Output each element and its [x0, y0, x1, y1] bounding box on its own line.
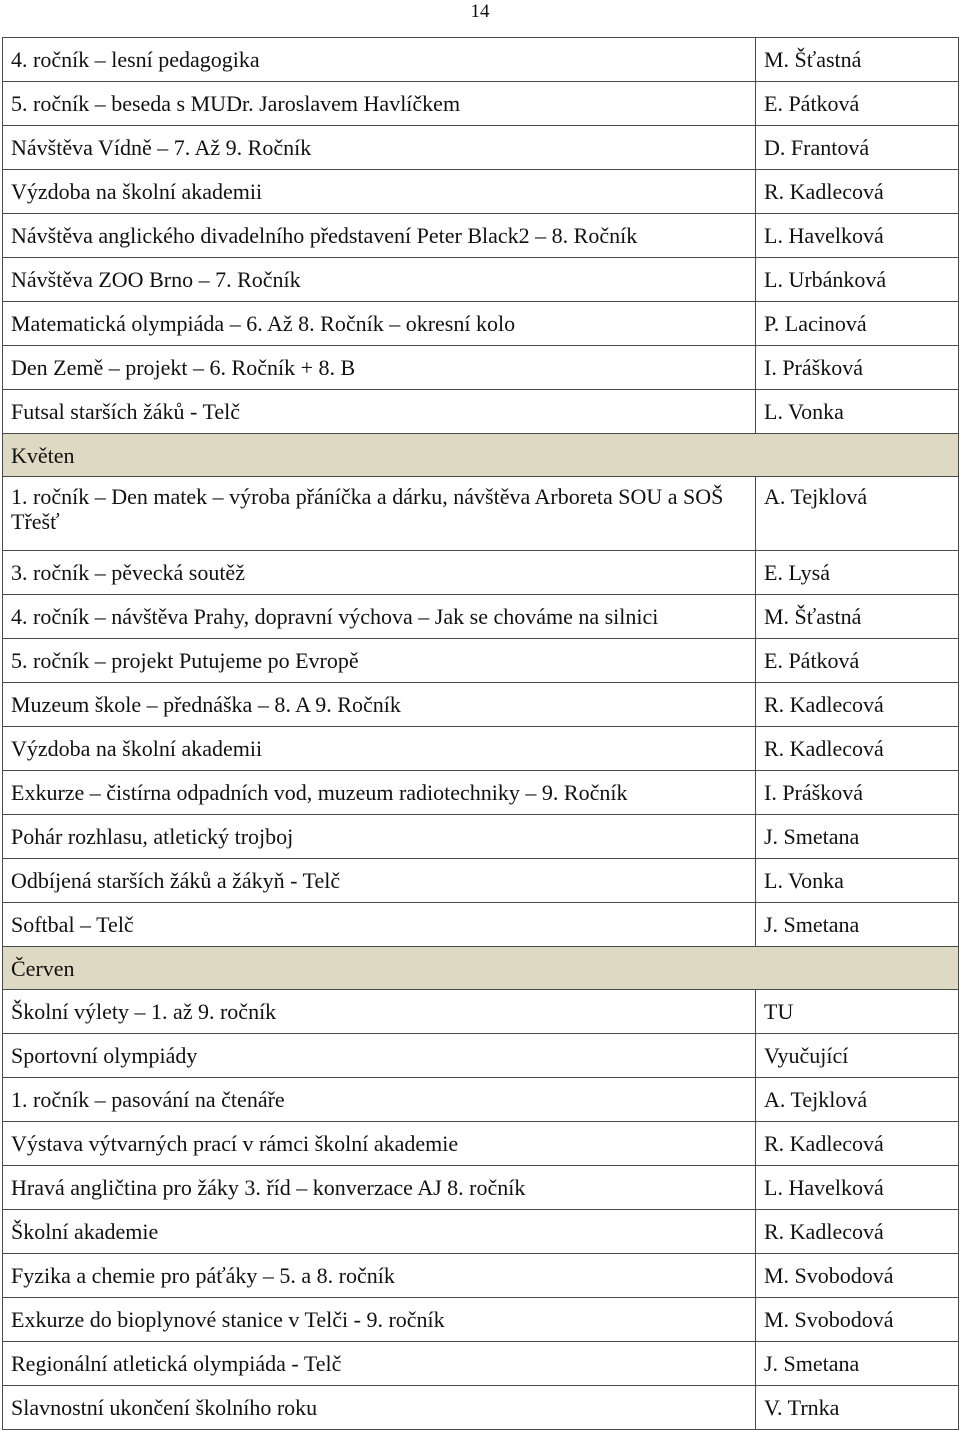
activity-cell: Výzdoba na školní akademii	[3, 727, 756, 771]
activity-cell: Odbíjená starších žáků a žákyň - Telč	[3, 859, 756, 903]
table-row	[3, 639, 959, 683]
responsible-person-cell: E. Lysá	[756, 551, 959, 595]
responsible-person-cell: M. Svobodová	[756, 1254, 959, 1298]
responsible-person-cell: R. Kadlecová	[756, 727, 959, 771]
table-row	[3, 815, 959, 859]
responsible-person-cell: M. Šťastná	[756, 38, 959, 82]
activity-cell: Slavnostní ukončení školního roku	[3, 1386, 756, 1430]
table-row	[3, 477, 959, 551]
activity-cell: Fyzika a chemie pro páťáky – 5. a 8. ročník	[3, 1254, 756, 1298]
table-row	[3, 1254, 959, 1298]
activity-cell: Návštěva ZOO Brno – 7. Ročník	[3, 258, 756, 302]
table-row	[3, 859, 959, 903]
table-row	[3, 302, 959, 346]
responsible-person-cell: V. Trnka	[756, 1386, 959, 1430]
responsible-person-cell: R. Kadlecová	[756, 683, 959, 727]
table-row	[3, 1122, 959, 1166]
table-row	[3, 1342, 959, 1386]
responsible-person-cell: M. Šťastná	[756, 595, 959, 639]
responsible-person-cell: R. Kadlecová	[756, 1210, 959, 1254]
table-row	[3, 1166, 959, 1210]
activity-cell: Softbal – Telč	[3, 903, 756, 947]
responsible-person-cell: J. Smetana	[756, 903, 959, 947]
activity-cell: 3. ročník – pěvecká soutěž	[3, 551, 756, 595]
activity-cell: Výstava výtvarných prací v rámci školní akademie	[3, 1122, 756, 1166]
table-row	[3, 551, 959, 595]
section-heading: Květen	[3, 434, 959, 477]
activity-cell: Den Země – projekt – 6. Ročník + 8. B	[3, 346, 756, 390]
table-row	[3, 1210, 959, 1254]
responsible-person-cell: L. Havelková	[756, 1166, 959, 1210]
activity-cell: Sportovní olympiády	[3, 1034, 756, 1078]
table-row	[3, 727, 959, 771]
activity-cell: Exkurze – čistírna odpadních vod, muzeum radiotechniky – 9. Ročník	[3, 771, 756, 815]
table-row	[3, 903, 959, 947]
table-row	[3, 1034, 959, 1078]
responsible-person-cell: TU	[756, 990, 959, 1034]
activity-cell: 5. ročník – projekt Putujeme po Evropě	[3, 639, 756, 683]
table-row	[3, 258, 959, 302]
table-row	[3, 1386, 959, 1430]
responsible-person-cell: A. Tejklová	[756, 477, 959, 551]
activity-cell: Muzeum škole – přednáška – 8. A 9. Ročník	[3, 683, 756, 727]
responsible-person-cell: R. Kadlecová	[756, 1122, 959, 1166]
activity-cell: Návštěva Vídně – 7. Až 9. Ročník	[3, 126, 756, 170]
activity-cell: Hravá angličtina pro žáky 3. říd – konverzace AJ 8. ročník	[3, 1166, 756, 1210]
activity-cell: 1. ročník – pasování na čtenáře	[3, 1078, 756, 1122]
activity-schedule-table	[2, 37, 959, 1430]
responsible-person-cell: L. Urbánková	[756, 258, 959, 302]
table-row	[3, 771, 959, 815]
responsible-person-cell: J. Smetana	[756, 815, 959, 859]
responsible-person-cell: J. Smetana	[756, 1342, 959, 1386]
responsible-person-cell: R. Kadlecová	[756, 170, 959, 214]
section-row-may	[3, 434, 959, 477]
activity-cell: Školní akademie	[3, 1210, 756, 1254]
activity-cell: 5. ročník – beseda s MUDr. Jaroslavem Havlíčkem	[3, 82, 756, 126]
responsible-person-cell: E. Pátková	[756, 639, 959, 683]
responsible-person-cell: E. Pátková	[756, 82, 959, 126]
activity-cell: Futsal starších žáků - Telč	[3, 390, 756, 434]
responsible-person-cell: I. Prášková	[756, 346, 959, 390]
schedule-body	[3, 38, 959, 1430]
table-row	[3, 346, 959, 390]
table-row	[3, 1298, 959, 1342]
activity-cell: 4. ročník – lesní pedagogika	[3, 38, 756, 82]
table-row	[3, 126, 959, 170]
activity-cell: Návštěva anglického divadelního představení Peter Black2 – 8. Ročník	[3, 214, 756, 258]
responsible-person-cell: L. Vonka	[756, 390, 959, 434]
activity-cell: Pohár rozhlasu, atletický trojboj	[3, 815, 756, 859]
responsible-person-cell: Vyučující	[756, 1034, 959, 1078]
responsible-person-cell: I. Prášková	[756, 771, 959, 815]
table-row	[3, 390, 959, 434]
table-row	[3, 990, 959, 1034]
responsible-person-cell: D. Frantová	[756, 126, 959, 170]
table-row	[3, 595, 959, 639]
table-row	[3, 1078, 959, 1122]
responsible-person-cell: M. Svobodová	[756, 1298, 959, 1342]
page-number: 14	[470, 1, 490, 22]
table-row	[3, 214, 959, 258]
responsible-person-cell: L. Vonka	[756, 859, 959, 903]
table-row	[3, 170, 959, 214]
activity-cell: Školní výlety – 1. až 9. ročník	[3, 990, 756, 1034]
section-row-june	[3, 947, 959, 990]
table-row	[3, 683, 959, 727]
table-row	[3, 38, 959, 82]
section-heading: Červen	[3, 947, 959, 990]
responsible-person-cell: A. Tejklová	[756, 1078, 959, 1122]
activity-cell: 1. ročník – Den matek – výroba přáníčka a dárku, návštěva Arboreta SOU a SOŠ Třešť	[3, 477, 756, 551]
table-row	[3, 82, 959, 126]
activity-cell: Výzdoba na školní akademii	[3, 170, 756, 214]
activity-cell: Exkurze do bioplynové stanice v Telči - 9. ročník	[3, 1298, 756, 1342]
activity-cell: Matematická olympiáda – 6. Až 8. Ročník – okresní kolo	[3, 302, 756, 346]
activity-cell: Regionální atletická olympiáda - Telč	[3, 1342, 756, 1386]
activity-cell: 4. ročník – návštěva Prahy, dopravní výchova – Jak se chováme na silnici	[3, 595, 756, 639]
responsible-person-cell: P. Lacinová	[756, 302, 959, 346]
responsible-person-cell: L. Havelková	[756, 214, 959, 258]
